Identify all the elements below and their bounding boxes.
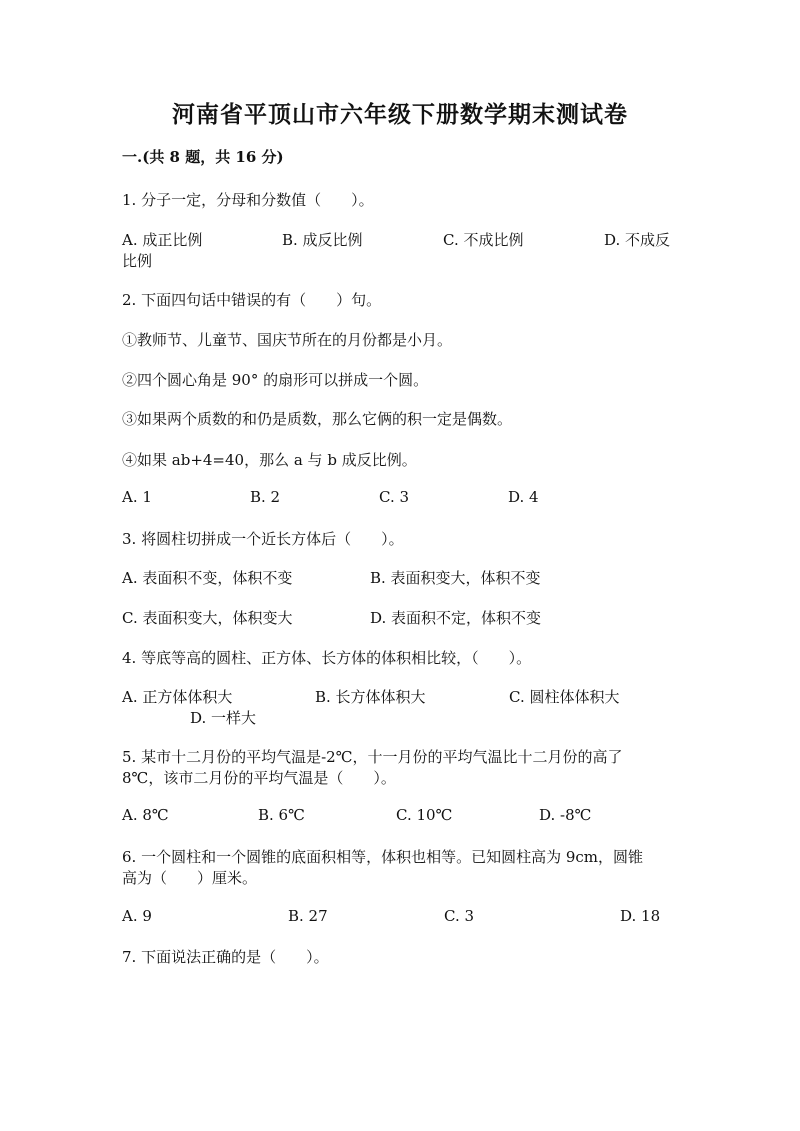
q1-option-b: B. 成反比例 bbox=[282, 231, 363, 249]
q1-option-a: A. 成正比例 bbox=[122, 231, 203, 249]
q3-option-d: D. 表面积不定，体积不变 bbox=[370, 609, 542, 627]
q1-option-d: D. 不成反 bbox=[604, 231, 671, 249]
q5-option-b: B. 6℃ bbox=[258, 806, 305, 824]
question-1-stem: 1. 分子一定，分母和分数值（ ）。 bbox=[122, 191, 374, 209]
q4-option-d: D. 一样大 bbox=[190, 709, 257, 727]
q5-option-d: D. -8℃ bbox=[539, 806, 592, 824]
q4-option-a: A. 正方体体积大 bbox=[122, 688, 233, 706]
q2-option-b: B. 2 bbox=[250, 488, 281, 506]
q6-option-b: B. 27 bbox=[288, 907, 328, 925]
q4-option-c: C. 圆柱体体积大 bbox=[509, 688, 620, 706]
q6-option-d: D. 18 bbox=[620, 907, 661, 925]
q2-option-a: A. 1 bbox=[122, 488, 152, 506]
q2-option-c: C. 3 bbox=[379, 488, 410, 506]
q2-statement-2: ②四个圆心角是 90° 的扇形可以拼成一个圆。 bbox=[122, 371, 429, 389]
q5-option-c: C. 10℃ bbox=[396, 806, 453, 824]
q6-option-a: A. 9 bbox=[122, 907, 152, 925]
q1-option-d-wrap: 比例 bbox=[122, 252, 153, 270]
question-5-stem-cont: 8℃，该市二月份的平均气温是（ ）。 bbox=[122, 769, 396, 787]
q5-option-a: A. 8℃ bbox=[122, 806, 169, 824]
q3-option-b: B. 表面积变大，体积不变 bbox=[370, 569, 541, 587]
q2-statement-1: ①教师节、儿童节、国庆节所在的月份都是小月。 bbox=[122, 331, 453, 349]
q3-option-a: A. 表面积不变，体积不变 bbox=[122, 569, 293, 587]
q3-option-c: C. 表面积变大，体积变大 bbox=[122, 609, 293, 627]
q4-option-b: B. 长方体体积大 bbox=[315, 688, 426, 706]
q2-option-d: D. 4 bbox=[508, 488, 539, 506]
q6-option-c: C. 3 bbox=[444, 907, 475, 925]
section-heading: 一.(共 8 题，共 16 分) bbox=[122, 148, 284, 166]
q2-statement-4: ④如果 ab+4=40，那么 a 与 b 成反比例。 bbox=[122, 451, 417, 469]
page-title: 河南省平顶山市六年级下册数学期末测试卷 bbox=[172, 102, 628, 128]
q1-option-c: C. 不成比例 bbox=[443, 231, 524, 249]
question-6-stem-cont: 高为（ ）厘米。 bbox=[122, 869, 258, 887]
question-2-stem: 2. 下面四句话中错误的有（ ）句。 bbox=[122, 291, 382, 309]
q2-statement-3: ③如果两个质数的和仍是质数，那么它俩的积一定是偶数。 bbox=[122, 410, 513, 428]
question-4-stem: 4. 等底等高的圆柱、正方体、长方体的体积相比较，（ ）。 bbox=[122, 649, 532, 667]
question-5-stem: 5. 某市十二月份的平均气温是-2℃，十一月份的平均气温比十二月份的高了 bbox=[122, 748, 623, 766]
question-6-stem: 6. 一个圆柱和一个圆锥的底面积相等，体积也相等。已知圆柱高为 9cm，圆锥 bbox=[122, 848, 644, 866]
question-7-stem: 7. 下面说法正确的是（ ）。 bbox=[122, 948, 329, 966]
question-3-stem: 3. 将圆柱切拼成一个近长方体后（ ）。 bbox=[122, 530, 404, 548]
